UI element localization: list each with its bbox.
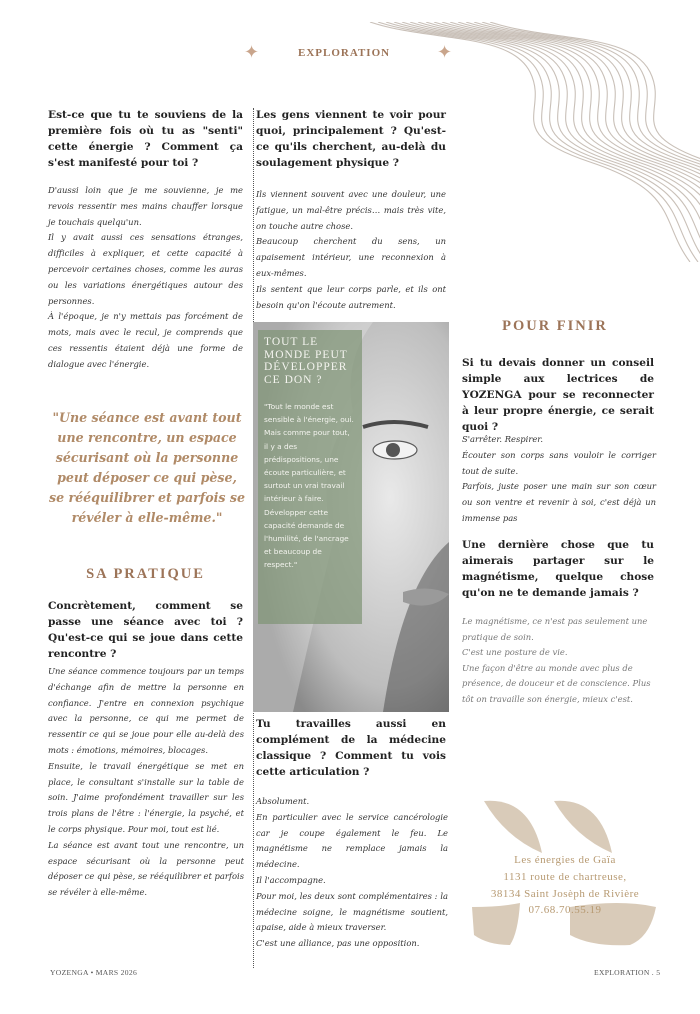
section-header: EXPLORATION [298,47,391,59]
question-6-block [462,537,654,601]
footer-right: EXPLORATION . 5 [594,968,661,977]
answer-4-block [256,794,448,952]
highlight-box-text: "Tout le monde est sensible à l'énergie, oui. Mais comme pour tout, il y a des prédispositions, une écoute particulière, et surtout un vrai travail intérieur à faire. Développer cette capacité demande de l'humilité, de l'ancrage et beaucoup de respect." [264,402,354,570]
star-ornament-right-icon: ✦ [437,42,453,63]
question-2: Concrètement, comment se passe une séance avec toi ? Qu'est-ce qui se joue dans cette rencontre ? [48,600,243,660]
answer-2-block [48,664,244,901]
question-3: Les gens viennent te voir pour quoi, principalement ? Qu'est-ce qu'ils cherchent, au-delà du soulagement physique ? [256,109,446,169]
question-5-block [462,355,654,435]
highlight-box [258,330,362,624]
answer-3: Ils viennent souvent avec une douleur, une fatigue, un mal-être précis… mais très vite, on touche autre chose. Beaucoup cherchent du sens, un apaisement intérieur, une reconnexion à eux-mêmes. Ils sentent que leur corps parle, et ils ont besoin qu'on l'écoute autrement. [256,189,446,310]
question-4: Tu travailles aussi en complément de la médecine classique ? Comment tu vois cette articulation ? [256,718,446,778]
contact-name: Les énergies de Gaïa [514,854,616,866]
contact-city: 38134 Saint Josèph de Rivière [490,887,640,900]
answer-6-block [462,614,656,708]
question-5: Si tu devais donner un conseil simple aux lectrices de YOZENGA pour se reconnecter à leur propre énergie, ce serait quoi ? [462,357,654,433]
star-ornament-left-icon: ✦ [244,42,260,63]
answer-1-block [48,183,243,373]
answer-1: D'aussi loin que je me souvienne, je me revois ressentir mes mains chauffer lorsque je touchais quelqu'un. Il y avait aussi ces sensations étranges, difficiles à expliquer, et cette capacité à percevoir certaines choses, comme les auras ou les variations énergétiques autour des personnes. À l'époque, je n'y mettais pas forcément de mots, mais avec le recul, je comprends que ces ressentis étaient déjà une forme de dialogue avec l'énergie. [48,185,243,369]
question-1: Est-ce que tu te souviens de la première fois où tu as "senti" cette énergie ? Comment ça s'est manifesté pour toi ? [48,109,243,169]
question-4-block [256,716,446,780]
column-1 [48,107,243,171]
contact-block [472,852,658,919]
pull-quote-block [48,408,246,528]
section-title-sa-pratique: SA PRATIQUE [86,566,205,582]
question-2-block [48,598,243,662]
question-6: Une dernière chose que tu aimerais partager sur le magnétisme, quelque chose qu'on ne te demande jamais ? [462,539,654,599]
answer-5-block [462,432,656,527]
answer-5: S'arrêter. Respirer. Écouter son corps sans vouloir le corriger tout de suite. Parfois, juste poser une main sur son cœur ou son ventre et revenir à soi, c'est déjà un immense pas [462,434,656,523]
answer-2: Une séance commence toujours par un temps d'échange afin de mettre la personne en confiance. J'entre en connexion psychique avec la personne, ce qui me permet de ressentir ce qui se joue pour elle au-delà des mots : émotions, mémoires, blocages. Ensuite, le travail énergétique se met en place, le consultant s'installe sur la table de soin. J'aime profondément travailler sur les trois plans de l'être : l'énergie, la psyché, et le corps physique. Pour moi, tout est lié. La séance est avant tout une rencontre, un espace sécurisant où la personne peut déposer ce qui pèse, se rééquilibrer et parfois se révéler à elle-même. [48,666,245,898]
answer-6: Le magnétisme, ce n'est pas seulement une pratique de soin. C'est une posture de vie. Une façon d'être au monde avec plus de présence, de douceur et de conscience. Plus tôt on travaille son énergie, mieux c'est. [462,616,651,704]
contact-street: 1131 route de chartreuse, [503,870,627,883]
answer-4: Absolument. En particulier avec le service cancérologie car je coupe également le feu. Le magnétisme ne remplace jamais la médecine. Il l'accompagne. Pour moi, les deux sont complémentaires : la médecine soigne, le magnétisme soutient, apaise, aide à mieux traverser. C'est une alliance, pas une opposition. [256,796,448,949]
answer-3-block [256,187,446,313]
highlight-box-title: TOUT LE MONDE PEUT DÉVELOPPER CE DON ? [264,336,348,386]
contact-phone: 07.68.70.55.19 [528,904,602,917]
section-title-pour-finir: POUR FINIR [502,318,608,334]
footer-left: YOZENGA • MARS 2026 [50,968,138,977]
question-3-block [256,107,446,171]
pull-quote: "Une séance est avant tout une rencontre, un espace sécurisant où la personne peut déposer ce qui pèse, se rééquilibrer et parfois se révéler à elle-même." [49,410,245,525]
